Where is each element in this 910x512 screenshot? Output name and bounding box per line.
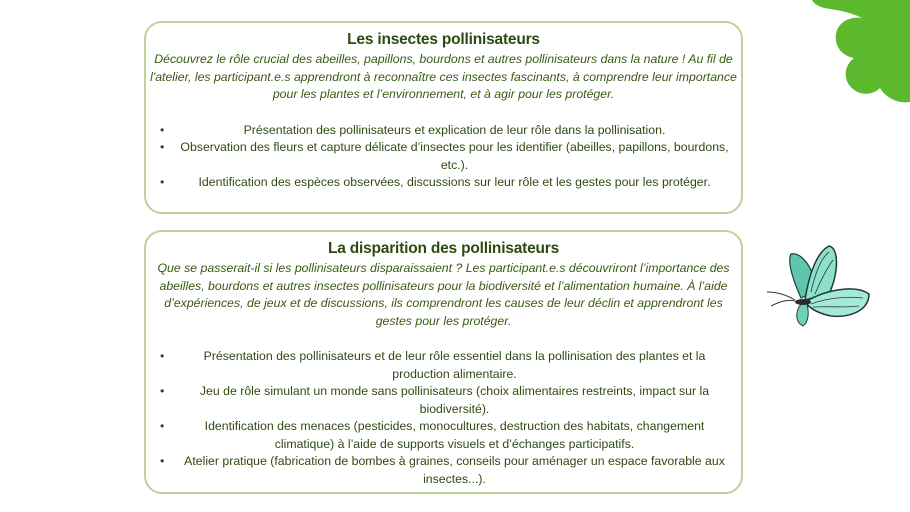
section2-points-list xyxy=(146,348,741,488)
list-item: • Jeu de rôle simulant un monde sans pollinisateurs (choix alimentaires restreints, impact sur la biodiversité). xyxy=(176,383,733,418)
section2-intro: Que se passerait-il si les pollinisateurs disparaissaient ? Les participant.e.s découvriront l’importance des abeilles, bourdons et autres insectes pollinisateurs pour la biodiversité et l’alimentation humaine. À l’aide d’expériences, de jeux et de discussions, ils comprendront les causes de leur déclin et apprendront les gestes pour les protéger. xyxy=(157,261,730,328)
section1-intro: Découvrez le rôle crucial des abeilles, papillons, bourdons et autres pollinisateurs dans la nature ! Au fil de l'atelier, les participant.e.s apprendront à reconnaître ces insectes fascinants, à comprendre leur importance pour les plantes et l’environnement, et à agir pour les protéger. xyxy=(150,52,737,101)
green-blob-icon xyxy=(790,0,910,105)
card-insectes-pollinisateurs xyxy=(144,21,743,214)
card-disparition-pollinisateurs xyxy=(144,230,743,494)
list-item: • Présentation des pollinisateurs et de leur rôle essentiel dans la pollinisation des plantes et la production alimentaire. xyxy=(176,348,733,383)
list-item: • Observation des fleurs et capture délicate d’insectes pour les identifier (abeilles, papillons, bourdons, etc.). xyxy=(176,139,733,174)
list-item: • Identification des espèces observées, discussions sur leur rôle et les gestes pour les protéger. xyxy=(176,174,733,192)
section2-title: La disparition des pollinisateurs xyxy=(327,240,560,257)
list-item: • Atelier pratique (fabrication de bombes à graines, conseils pour aménager un espace favorable aux insectes...). xyxy=(176,453,733,488)
butterfly-icon xyxy=(765,244,875,328)
section1-title: Les insectes pollinisateurs xyxy=(347,31,540,48)
list-item: • Identification des menaces (pesticides, monocultures, destruction des habitats, changement climatique) à l’aide de supports visuels et d’échanges participatifs. xyxy=(176,418,733,453)
list-item: • Présentation des pollinisateurs et explication de leur rôle dans la pollinisation. xyxy=(176,122,733,140)
section1-points-list xyxy=(146,122,741,192)
